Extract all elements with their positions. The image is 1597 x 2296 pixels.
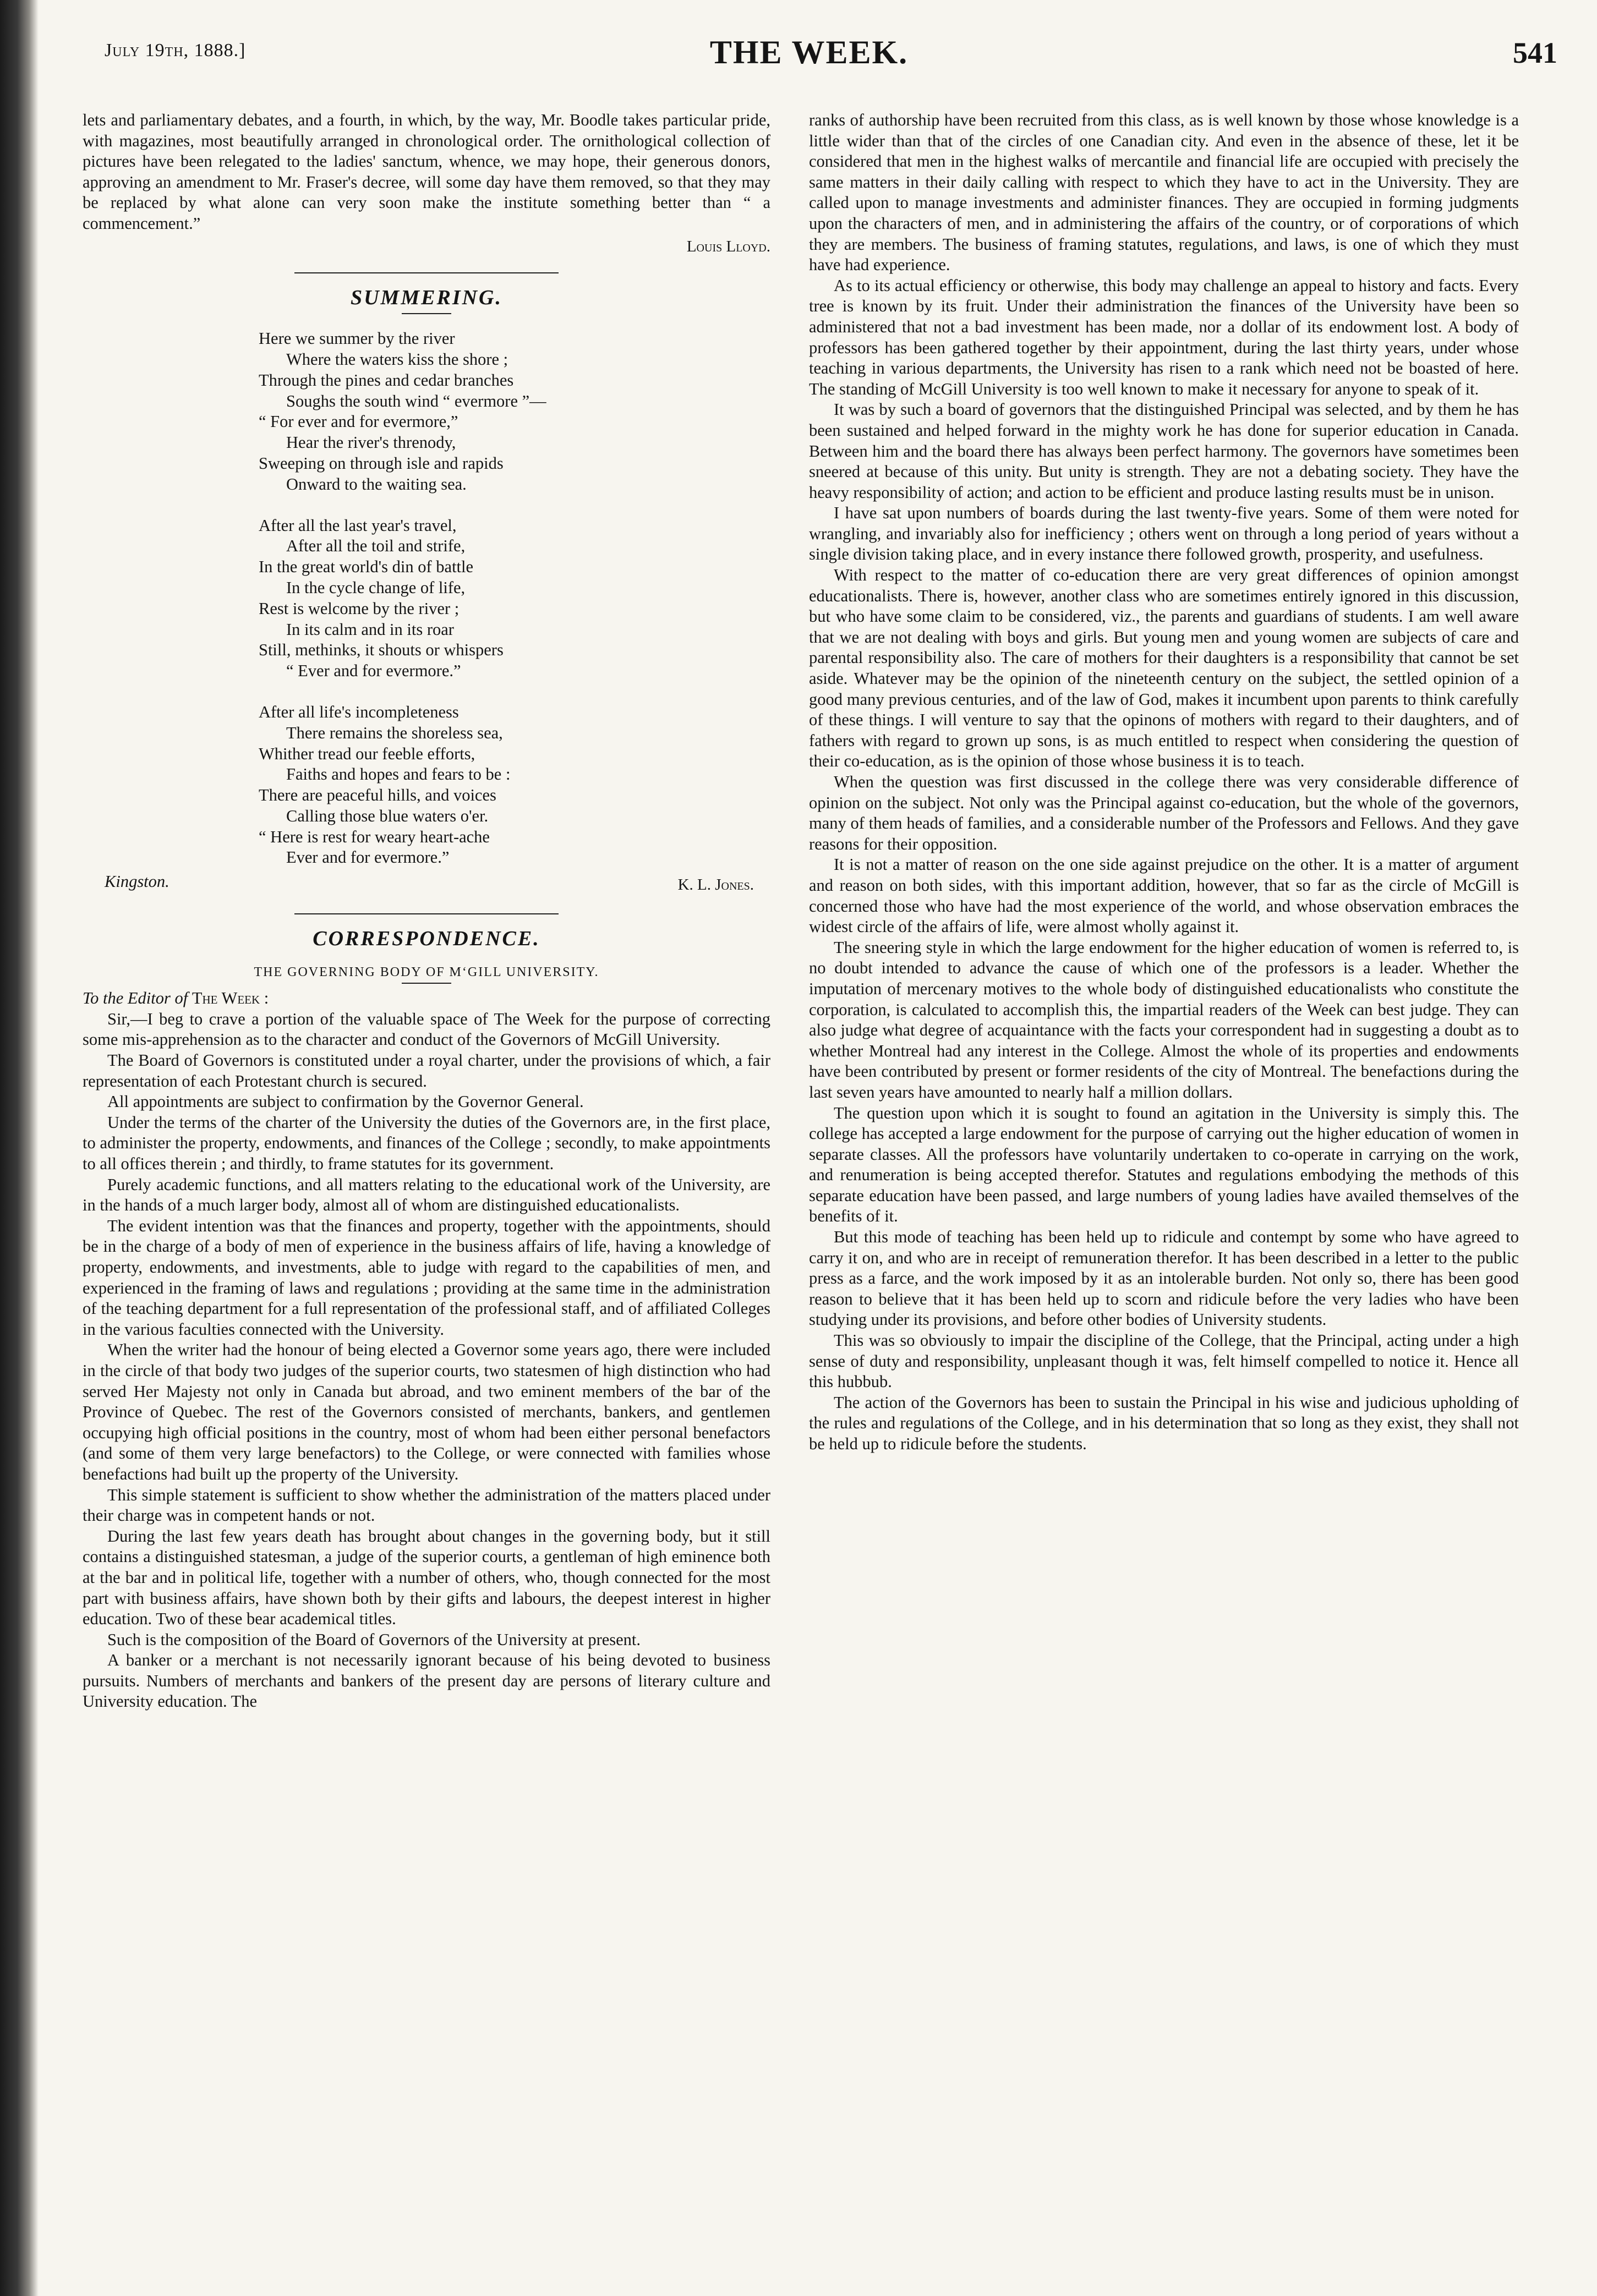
intro-paragraph: lets and parliamentary debates, and a fourth, in which, by the way, Mr. Boodle takes particular pride, with magazines, most beautifully arranged in chronological order. The ornithological collection of pictures have been relegated to the ladies' sanctum, whence, we may hope, their generous donors, approving an amendment to Mr. Fraser's decree, will some day have them removed, so that they may be replaced by what alone can very soon make the institute something better than “ a commencement.” — [83, 111, 770, 233]
poem-line: “ Here is rest for weary heart-ache — [259, 827, 490, 846]
poem-line: Through the pines and cedar branches — [259, 370, 514, 390]
letter-paragraph: I have sat upon numbers of boards during the last twenty-five years. Some of them were noted for wrangling, and invariably also for inefficiency ; others went on through a long period of years without a single division taking place, and in every instance there followed growth, prosperity, and usefulness. — [809, 503, 1519, 564]
poem-stanza — [259, 516, 770, 682]
poem-byline — [83, 872, 770, 898]
letter-subheading: THE GOVERNING BODY OF M‘GILL UNIVERSITY. — [254, 965, 599, 980]
poem-line: Soughs the south wind “ evermore ”— — [286, 391, 546, 410]
letter-paragraph: A banker or a merchant is not necessarily ignorant because of his being devoted to business pursuits. Numbers of merchants and bankers of the present day are persons of literary culture and University education. The — [83, 1651, 770, 1711]
poem-author: K. L. Jones. — [677, 876, 754, 894]
letter-paragraph: With respect to the matter of co-education there are very great differences of opinion amongst educationalists. There is, however, another class who are sometimes entirely ignored in this discussion, but who have some claim to be considered, viz., the parents and guardians of students. I am well aware that we are not dealing with boys and girls. But young men and young women are subjects of care and parental responsibility also. The care of mothers for their daughters is a responsibility that cannot be set aside. Whatever may be the opinion of the nineteenth century on the subject, the settled opinion of a good many previous centuries, and of the law of God, makes it incumbent upon parents to think carefully of these things. I will venture to say that the opinons of mothers with regard to their daughters, and of fathers with regard to grown up sons, is as much entitled to respect when considering the question of their co-education, as is the opinion of those whose business it is to teach. — [809, 566, 1519, 771]
letter-paragraph: But this mode of teaching has been held up to ridicule and contempt by some who have agreed to carry it on, and who are in receipt of remuneration therefor. It has been described in a letter to the public press as a farce, and the work imposed by it as an intolerable burden. Not only so, there has been good reason to believe that it has been held up to scorn and ridicule before the very ladies who have been studying under its provisions, and before other bodies of University students. — [809, 1228, 1519, 1329]
section-divider — [294, 272, 559, 273]
correspondence-title: CORRESPONDENCE. — [313, 927, 540, 951]
letter-paragraph: Sir,—I beg to crave a portion of the valuable space of The Week for the purpose of correcting some mis-apprehension as to the character and conduct of the Governors of McGill University. — [83, 1009, 770, 1049]
letter-paragraph: This simple statement is sufficient to show whether the administration of the matters placed under their charge was in competent hands or not. — [83, 1485, 770, 1525]
poem-place: Kingston. — [105, 872, 169, 891]
letter-paragraph: The Board of Governors is constituted under a royal charter, under the provisions of which, a fair representation of each Protestant church is secured. — [83, 1051, 770, 1091]
poem-line: There remains the shoreless sea, — [286, 723, 503, 742]
letter-address — [83, 988, 770, 1009]
poem-line: There are peaceful hills, and voices — [259, 786, 496, 805]
letter-paragraph: ranks of authorship have been recruited from this class, as is well known by those whose knowledge is a little wider than that of the circles of one Canadian city. And even in the absence of these, let it be considered that men in the highest walks of mercantile and financial life are occupied with precisely the same matters in their daily calling with respect to which they have to act in the University. They are called upon to manage investments and administer finances. They are occupied in forming judgments upon the characters of men, and in administering the affairs of the country, or of corporations of which they are members. The business of framing statutes, regulations, and laws, is one of which they must have had experience. — [809, 111, 1519, 275]
poem-line: “ Ever and for evermore.” — [286, 661, 461, 681]
poem-stanza — [259, 702, 770, 868]
letter-paragraph: When the question was first discussed in the college there was very considerable difference of opinion on the subject. Not only was the Principal against co-education, but the whole of the governors, many of them heads of families, and a considerable number of the Professors and Fellows. And they gave reasons for their opposition. — [809, 772, 1519, 853]
letter-paragraph: When the writer had the honour of being elected a Governor some years ago, there were included in the circle of that body two judges of the superior courts, two statesmen of high distinction who had served Her Majesty not only in Canada but abroad, and two eminent members of the bar of the Province of Quebec. The rest of the Governors consisted of merchants, bankers, and gentlemen occupying high official positions in the country, most of whom had been either personal benefactors (and some of them very large benefactors) to the College, or were connected with families whose benefactions had built up the property of the University. — [83, 1340, 770, 1483]
letter-paragraph: Purely academic functions, and all matters relating to the educational work of the University, are in the hands of a much larger body, almost all of whom are distinguished educationalists. — [83, 1175, 770, 1215]
poem-line: Still, methinks, it shouts or whispers — [259, 640, 504, 660]
letter-paragraph: As to its actual efficiency or otherwise, this body may challenge an appeal to history and facts. Every tree is known by its fruit. Under their administration the finances of the University have been so administered that not a bad investment has been made, nor a dollar of its endowment lost. A body of professors has been gathered together by their appointment, during the last thirty years, under whose teaching in various departments, the University has risen to a rank which need not be boasted of here. The standing of McGill University is too well known to make it necessary for anyone to speak of it. — [809, 276, 1519, 398]
poem-line: In the great world's din of battle — [259, 557, 474, 577]
scanned-page-edge — [0, 0, 39, 2296]
letter-paragraph: The action of the Governors has been to sustain the Principal in his wise and judicious upholding of the rules and regulations of the College, and in his determination that so long as they exist, they shall not be held up to ridicule before the students. — [809, 1393, 1519, 1453]
section-divider — [294, 913, 559, 914]
address-suffix: : — [260, 989, 269, 1008]
letter-paragraph: The sneering style in which the large endowment for the higher education of women is referred to, is no doubt intended to advance the cause of which one of the professors is a leader. Whether the imputation of mercenary motives to the whole body of distinguished educationalists who constitute the corporation, is calculated to accomplish this, the impartial readers of the Week can best judge. They can also judge what degree of acquaintance with the facts your correspondent had in suggesting a doubt as to whether Montreal had any interest in the College. Almost the whole of its properties and endowments have been contributed by present or former residents of the city of Montreal. The benefactions during the last seven years have amounted to nearly half a million dollars. — [809, 938, 1519, 1102]
page-header — [44, 30, 1574, 96]
letter-paragraph: It was by such a board of governors that the distinguished Principal was selected, and by them he has been sustained and helped forward in the mighty work he has done for superior education in Canada. Between him and the board there has always been perfect harmony. The governors have sometimes been sneered at because of this unity. But unity is strength. They are not a debating society. They have the heavy responsibility of action; and action to be efficient and produce lasting results must be in unison. — [809, 400, 1519, 502]
poem-line: Onward to the waiting sea. — [286, 474, 467, 494]
poem-line: After all life's incompleteness — [259, 702, 459, 721]
letter-paragraph: All appointments are subject to confirmation by the Governor General. — [107, 1092, 584, 1111]
poem-line: “ For ever and for evermore,” — [259, 412, 458, 431]
letter-paragraph: During the last few years death has brought about changes in the governing body, but it still contains a distinguished statesman, a judge of the superior courts, a gentleman of high eminence both at the bar and in political life, together with a number of others, who, though connected for the most part with business affairs, have shown both by their gifts and labours, the deepest interest in higher education. Two of these bear academical titles. — [83, 1526, 770, 1629]
poem-line: Here we summer by the river — [259, 329, 455, 348]
poem-line: After all the toil and strife, — [286, 536, 466, 556]
poem-line: In its calm and in its roar — [286, 620, 454, 639]
poem-line: Calling those blue waters o'er. — [286, 806, 489, 825]
poem-body — [259, 328, 770, 868]
letter-paragraph: It is not a matter of reason on the one side against prejudice on the other. It is a matter of argument and reason on both sides, with this important addition, however, that so far as the circle of McGill is concerned those who have had the most experience of the world, and whose observation embraces the widest circle of the affairs of life, were almost wholly against it. — [809, 855, 1519, 936]
page-number: 541 — [1513, 36, 1557, 69]
letter-paragraph: Such is the composition of the Board of Governors of the University at present. — [107, 1630, 641, 1649]
poem-line: In the cycle change of life, — [286, 578, 466, 597]
poem-line: Hear the river's threnody, — [286, 433, 456, 452]
letter-paragraph: The evident intention was that the finances and property, together with the appointments, should be in the charge of a body of men of experience in the business affairs of life, having a knowledge of property, endowments, and investments, able to judge with regard to the capabilities of men, and experienced in the framing of laws and regulations ; providing at the same time in the administration of the teaching department for a full representation of the professional staff, and of affiliated Colleges in the various faculties connected with the University. — [83, 1216, 770, 1339]
right-column — [809, 110, 1519, 1455]
title-underline — [402, 313, 451, 314]
letter-paragraph: The question upon which it is sought to found an agitation in the University is simply this. The college has accepted a large endowment for the purpose of carrying out the higher education of women in separate classes. All the professors have voluntarily undertaken to co-operate in carrying on the work, and renumeration is being accepted therefor. Statutes and regulations embodying the methods of this separate education have been passed, and large numbers of young ladies have availed themselves of the benefits of it. — [809, 1103, 1519, 1226]
poem-line: Sweeping on through isle and rapids — [259, 453, 504, 473]
subheading-underline — [402, 983, 451, 984]
left-column — [83, 110, 770, 1712]
poem-line: Faiths and hopes and fears to be : — [286, 765, 511, 784]
poem-line: Where the waters kiss the shore ; — [286, 349, 508, 369]
poem-title: SUMMERING. — [350, 286, 503, 310]
poem-line: Rest is welcome by the river ; — [259, 599, 460, 618]
address-prefix: To the Editor of — [83, 989, 188, 1008]
intro-signature: Louis Lloyd. — [686, 237, 770, 255]
letter-paragraph: This was so obviously to impair the discipline of the College, that the Principal, acting under a high sense of duty and responsibility, unpleasant though it was, felt himself compelled to notice it. Hence all this hubbub. — [809, 1331, 1519, 1391]
letter-paragraph: Under the terms of the charter of the University the duties of the Governors are, in the first place, to administer the property, endowments, and finances of the College ; secondly, to make appointments to all offices therein ; and thirdly, to frame statutes for its government. — [83, 1113, 770, 1174]
masthead-title: THE WEEK. — [709, 34, 909, 70]
poem-line: After all the last year's travel, — [259, 516, 457, 535]
poem-line: Whither tread our feeble efforts, — [259, 744, 475, 763]
poem-line: Ever and for evermore.” — [286, 848, 450, 867]
poem-stanza — [259, 328, 770, 495]
issue-date: July 19th, 1888.] — [105, 40, 246, 61]
address-paper: The Week — [192, 989, 260, 1008]
